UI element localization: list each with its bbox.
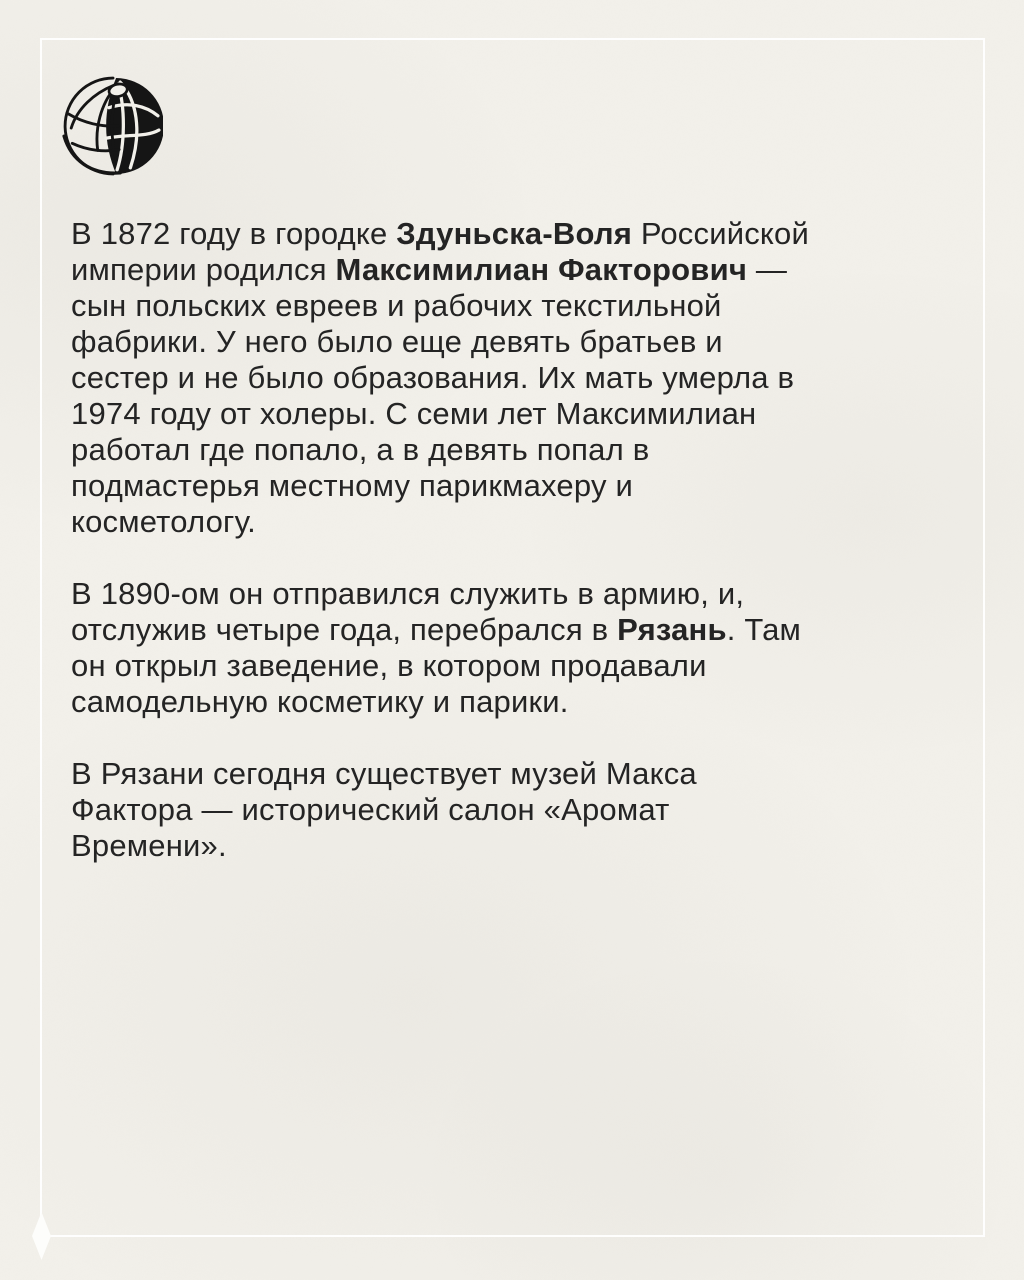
text-line: он открыл заведение, в котором продавали	[71, 648, 707, 683]
text-line: работал где попало, а в девять попал в	[71, 432, 650, 467]
text-line: косметологу.	[71, 504, 256, 539]
paragraph	[71, 576, 976, 720]
globe-logo-icon	[61, 74, 163, 178]
article-text	[71, 216, 976, 900]
text-line: фабрики. У него было еще девять братьев и	[71, 324, 723, 359]
text-line: В 1890-ом он отправился служить в армию, и,	[71, 576, 745, 611]
text-line: Времени».	[71, 828, 227, 863]
text-line: Фактора — исторический салон «Аромат	[71, 792, 670, 827]
text-line: В 1872 году в городке Здуньска-Воля Российской	[71, 216, 809, 251]
text-line: самодельную косметику и парики.	[71, 684, 569, 719]
text-line: 1974 году от холеры. С семи лет Максимилиан	[71, 396, 757, 431]
text-line: империи родился Максимилиан Факторович —	[71, 252, 788, 287]
text-line: подмастерья местному парикмахеру и	[71, 468, 633, 503]
text-line: В Рязани сегодня существует музей Макса	[71, 756, 697, 791]
text-line: сын польских евреев и рабочих текстильной	[71, 288, 722, 323]
text-line: отслужив четыре года, перебрался в Рязань. Там	[71, 612, 802, 647]
text-line: сестер и не было образования. Их мать умерла в	[71, 360, 795, 395]
corner-diamond-ornament	[32, 1212, 51, 1260]
paragraph	[71, 756, 976, 864]
paragraph	[71, 216, 976, 540]
